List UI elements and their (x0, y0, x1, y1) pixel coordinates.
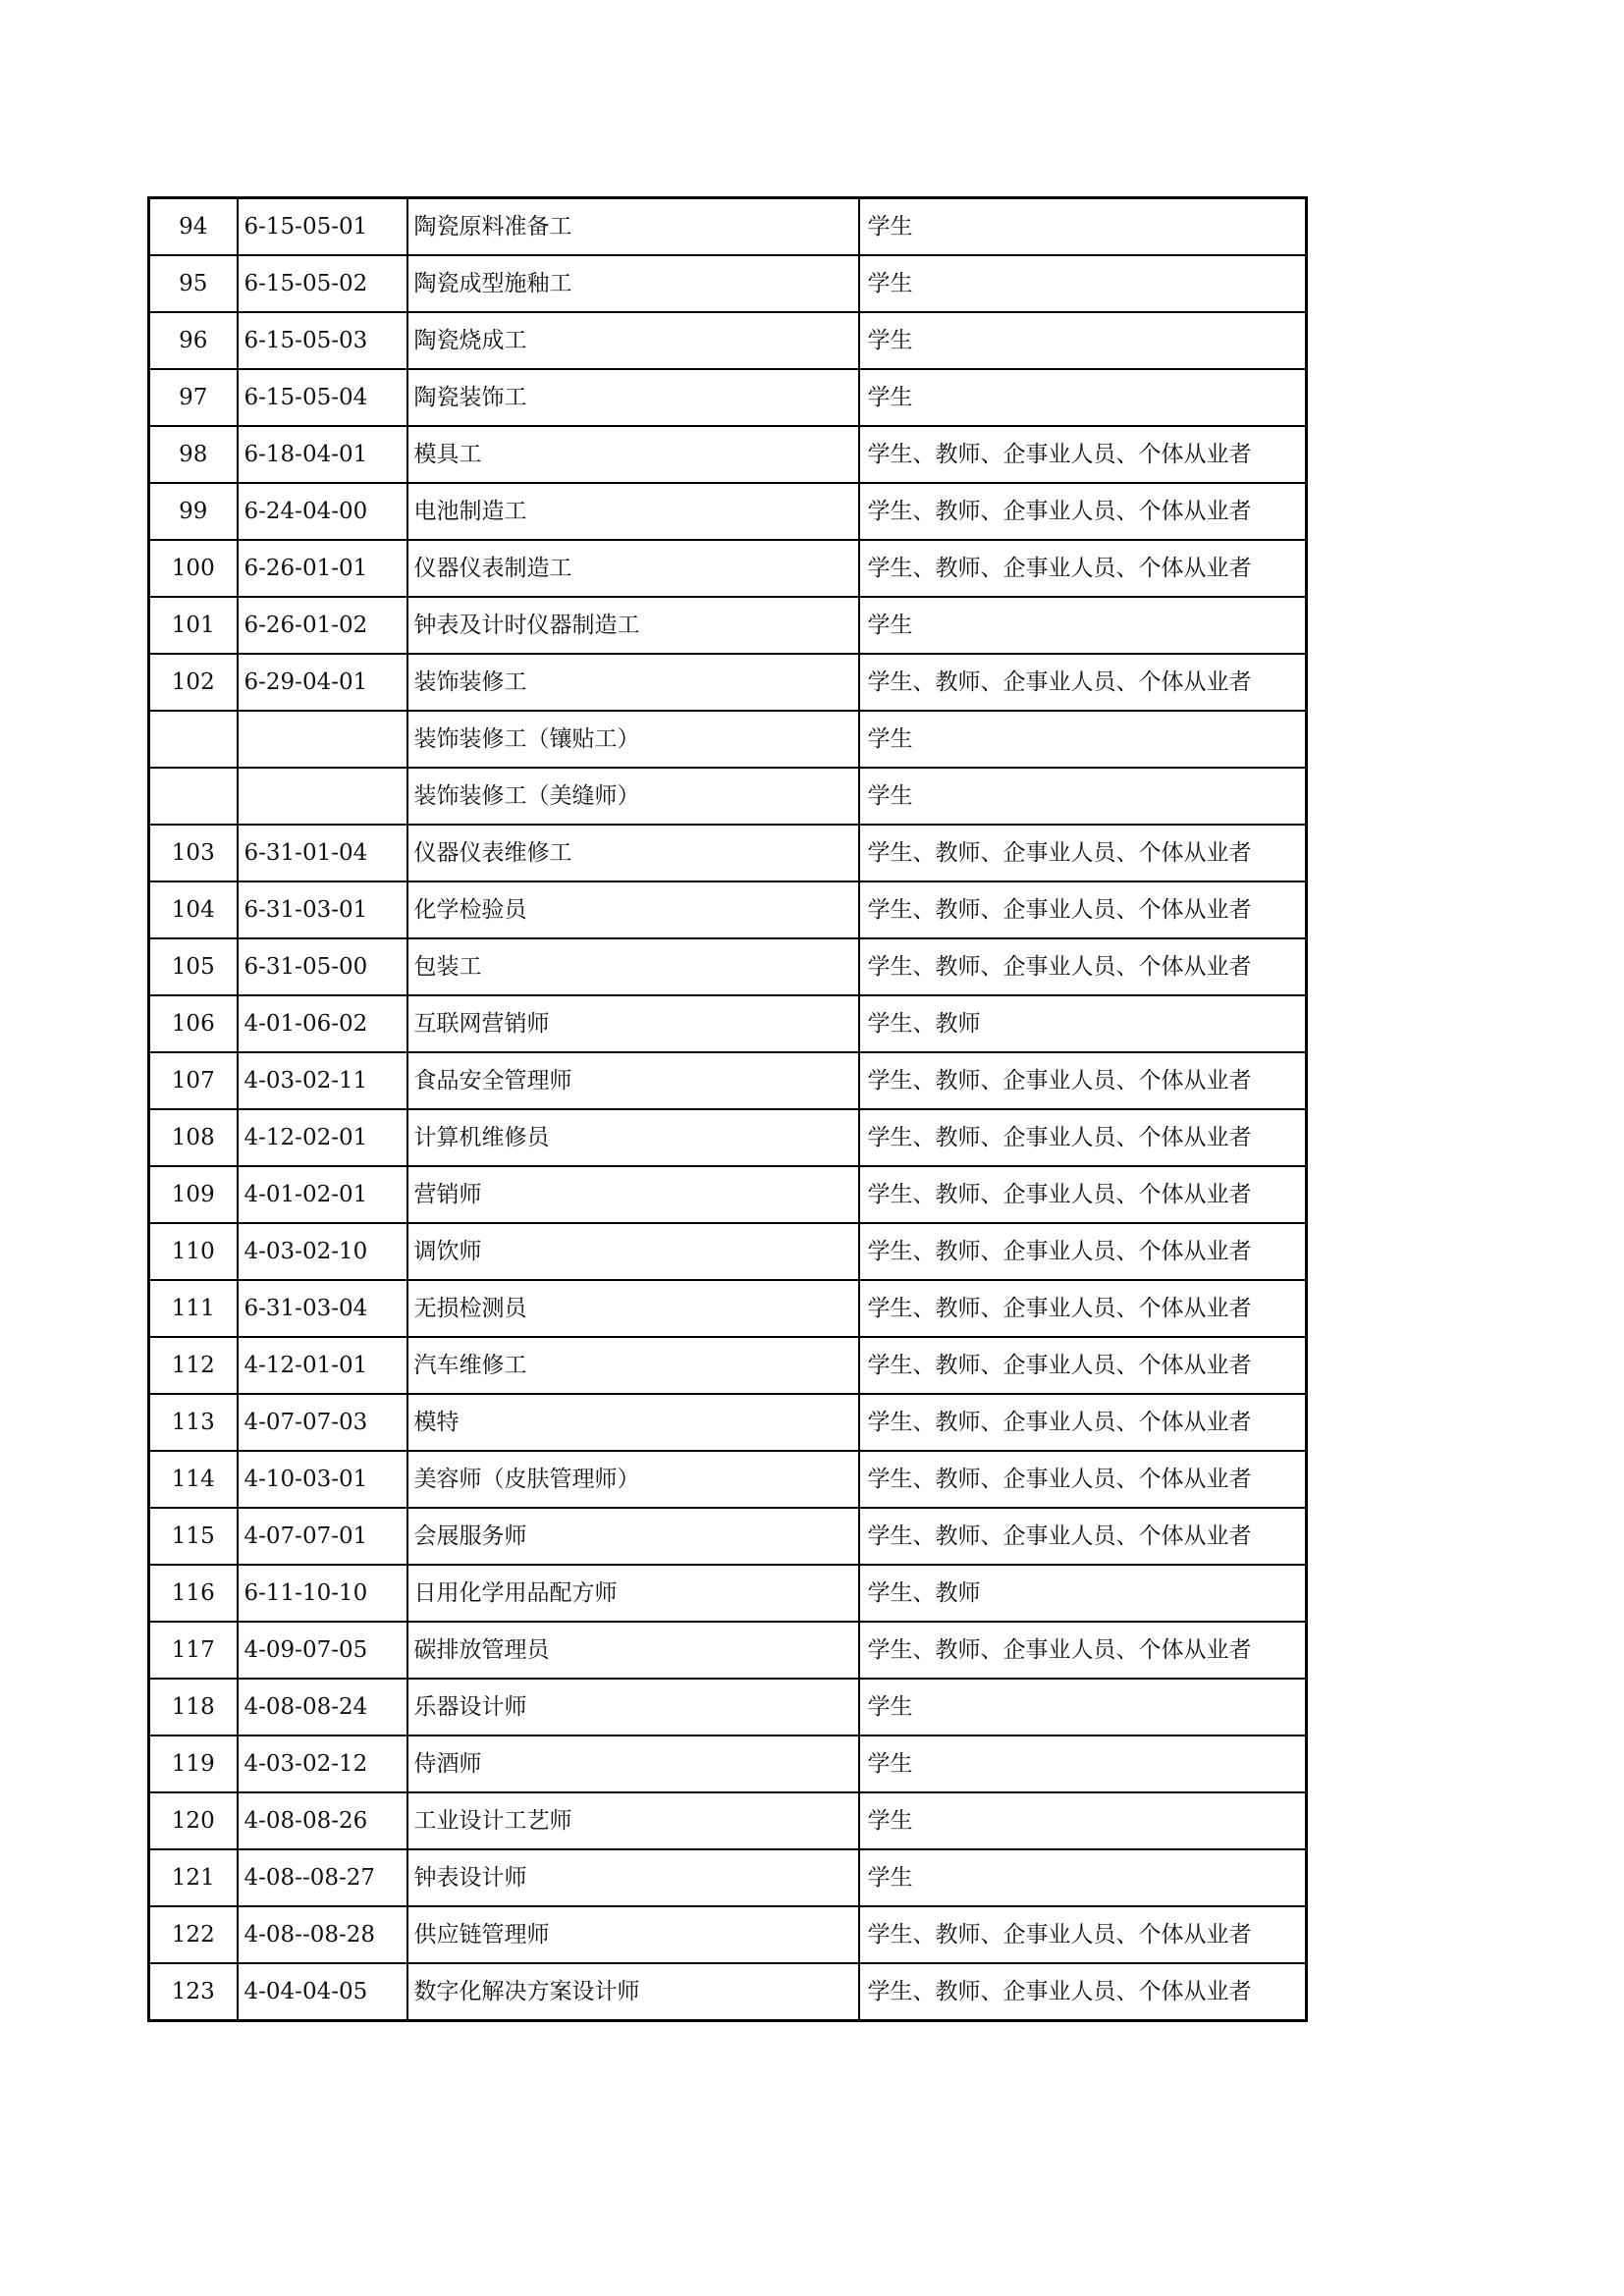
cell-number: 98 (149, 426, 238, 483)
cell-occupation-code: 6-31-01-04 (238, 825, 407, 881)
cell-occupation-code: 6-31-05-00 (238, 938, 407, 995)
cell-occupation-name: 计算机维修员 (407, 1109, 859, 1166)
cell-occupation-code: 6-15-05-03 (238, 312, 407, 369)
table-row (149, 1223, 1307, 1280)
cell-occupation-name: 碳排放管理员 (407, 1622, 859, 1679)
table-row (149, 369, 1307, 426)
cell-occupation-code (238, 768, 407, 825)
cell-occupation-name: 模特 (407, 1394, 859, 1451)
cell-occupation-name: 装饰装修工（美缝师） (407, 768, 859, 825)
cell-occupation-code: 6-15-05-01 (238, 198, 407, 256)
cell-applicable-group: 学生、教师、企事业人员、个体从业者 (859, 1280, 1307, 1337)
cell-occupation-code: 4-08-08-24 (238, 1679, 407, 1735)
cell-number: 100 (149, 540, 238, 597)
cell-occupation-name: 装饰装修工 (407, 654, 859, 711)
table-row (149, 1792, 1307, 1849)
table-row (149, 1679, 1307, 1735)
table-row (149, 1622, 1307, 1679)
cell-occupation-name: 互联网营销师 (407, 995, 859, 1052)
cell-applicable-group: 学生、教师、企事业人员、个体从业者 (859, 1451, 1307, 1508)
cell-number: 116 (149, 1565, 238, 1622)
table-row (149, 938, 1307, 995)
cell-occupation-name: 包装工 (407, 938, 859, 995)
cell-applicable-group: 学生 (859, 768, 1307, 825)
table-row (149, 995, 1307, 1052)
cell-applicable-group: 学生、教师、企事业人员、个体从业者 (859, 654, 1307, 711)
occupation-table-body (149, 198, 1307, 2021)
cell-occupation-code: 4-12-02-01 (238, 1109, 407, 1166)
cell-occupation-code: 6-18-04-01 (238, 426, 407, 483)
table-row (149, 1280, 1307, 1337)
cell-number: 122 (149, 1906, 238, 1963)
cell-occupation-code: 4-01-02-01 (238, 1166, 407, 1223)
cell-applicable-group: 学生、教师、企事业人员、个体从业者 (859, 1622, 1307, 1679)
cell-applicable-group: 学生 (859, 1735, 1307, 1792)
table-row (149, 1735, 1307, 1792)
cell-occupation-name: 美容师（皮肤管理师） (407, 1451, 859, 1508)
cell-number: 109 (149, 1166, 238, 1223)
table-row (149, 881, 1307, 938)
cell-applicable-group: 学生、教师、企事业人员、个体从业者 (859, 483, 1307, 540)
cell-applicable-group: 学生、教师、企事业人员、个体从业者 (859, 1963, 1307, 2021)
cell-occupation-code: 4-08-08-26 (238, 1792, 407, 1849)
cell-number: 121 (149, 1849, 238, 1906)
cell-applicable-group: 学生 (859, 1849, 1307, 1906)
cell-number: 106 (149, 995, 238, 1052)
table-row (149, 1906, 1307, 1963)
cell-number: 119 (149, 1735, 238, 1792)
cell-occupation-name: 工业设计工艺师 (407, 1792, 859, 1849)
cell-number: 120 (149, 1792, 238, 1849)
cell-applicable-group: 学生 (859, 1679, 1307, 1735)
cell-number: 97 (149, 369, 238, 426)
cell-applicable-group: 学生 (859, 312, 1307, 369)
table-row (149, 1565, 1307, 1622)
cell-number: 95 (149, 255, 238, 312)
cell-occupation-name: 侍酒师 (407, 1735, 859, 1792)
cell-applicable-group: 学生、教师、企事业人员、个体从业者 (859, 1508, 1307, 1565)
table-row (149, 255, 1307, 312)
cell-applicable-group: 学生、教师、企事业人员、个体从业者 (859, 881, 1307, 938)
table-row (149, 1109, 1307, 1166)
table-row (149, 1394, 1307, 1451)
cell-occupation-code: 4-08--08-27 (238, 1849, 407, 1906)
cell-number: 113 (149, 1394, 238, 1451)
cell-occupation-code: 4-03-02-12 (238, 1735, 407, 1792)
table-row (149, 312, 1307, 369)
cell-occupation-name: 供应链管理师 (407, 1906, 859, 1963)
cell-occupation-code: 4-07-07-01 (238, 1508, 407, 1565)
cell-occupation-name: 陶瓷原料准备工 (407, 198, 859, 256)
cell-number: 102 (149, 654, 238, 711)
cell-occupation-name: 钟表设计师 (407, 1849, 859, 1906)
table-row (149, 426, 1307, 483)
table-row (149, 198, 1307, 256)
cell-number: 99 (149, 483, 238, 540)
cell-occupation-name: 模具工 (407, 426, 859, 483)
cell-occupation-code: 4-08--08-28 (238, 1906, 407, 1963)
cell-occupation-name: 电池制造工 (407, 483, 859, 540)
cell-applicable-group: 学生、教师、企事业人员、个体从业者 (859, 1337, 1307, 1394)
cell-number: 115 (149, 1508, 238, 1565)
cell-occupation-name: 无损检测员 (407, 1280, 859, 1337)
cell-occupation-code: 4-03-02-10 (238, 1223, 407, 1280)
cell-occupation-name: 营销师 (407, 1166, 859, 1223)
cell-occupation-name: 数字化解决方案设计师 (407, 1963, 859, 2021)
cell-occupation-code: 6-15-05-04 (238, 369, 407, 426)
cell-occupation-code (238, 711, 407, 768)
cell-number (149, 768, 238, 825)
cell-occupation-code: 6-29-04-01 (238, 654, 407, 711)
cell-occupation-name: 钟表及计时仪器制造工 (407, 597, 859, 654)
cell-applicable-group: 学生、教师、企事业人员、个体从业者 (859, 1166, 1307, 1223)
cell-number: 94 (149, 198, 238, 256)
cell-occupation-name: 仪器仪表制造工 (407, 540, 859, 597)
cell-applicable-group: 学生、教师、企事业人员、个体从业者 (859, 1394, 1307, 1451)
cell-occupation-name: 陶瓷成型施釉工 (407, 255, 859, 312)
cell-occupation-code: 4-01-06-02 (238, 995, 407, 1052)
cell-applicable-group: 学生、教师、企事业人员、个体从业者 (859, 825, 1307, 881)
cell-applicable-group: 学生、教师、企事业人员、个体从业者 (859, 1223, 1307, 1280)
table-row (149, 597, 1307, 654)
table-row (149, 1508, 1307, 1565)
cell-number: 117 (149, 1622, 238, 1679)
table-row (149, 768, 1307, 825)
table-row (149, 483, 1307, 540)
cell-occupation-code: 4-10-03-01 (238, 1451, 407, 1508)
cell-number: 114 (149, 1451, 238, 1508)
cell-applicable-group: 学生 (859, 369, 1307, 426)
occupation-table (147, 196, 1308, 2022)
table-row (149, 654, 1307, 711)
cell-number: 118 (149, 1679, 238, 1735)
cell-occupation-name: 化学检验员 (407, 881, 859, 938)
cell-occupation-name: 调饮师 (407, 1223, 859, 1280)
cell-applicable-group: 学生、教师、企事业人员、个体从业者 (859, 1052, 1307, 1109)
cell-occupation-code: 6-11-10-10 (238, 1565, 407, 1622)
table-row (149, 711, 1307, 768)
cell-applicable-group: 学生、教师、企事业人员、个体从业者 (859, 938, 1307, 995)
cell-occupation-name: 日用化学用品配方师 (407, 1565, 859, 1622)
table-row (149, 1337, 1307, 1394)
table-row (149, 1849, 1307, 1906)
cell-occupation-code: 4-04-04-05 (238, 1963, 407, 2021)
cell-applicable-group: 学生 (859, 1792, 1307, 1849)
cell-occupation-name: 乐器设计师 (407, 1679, 859, 1735)
cell-occupation-name: 仪器仪表维修工 (407, 825, 859, 881)
cell-applicable-group: 学生、教师 (859, 1565, 1307, 1622)
cell-occupation-code: 4-12-01-01 (238, 1337, 407, 1394)
cell-occupation-code: 6-31-03-01 (238, 881, 407, 938)
table-row (149, 1052, 1307, 1109)
table-row (149, 825, 1307, 881)
cell-occupation-code: 6-26-01-01 (238, 540, 407, 597)
cell-occupation-name: 陶瓷装饰工 (407, 369, 859, 426)
cell-occupation-name: 装饰装修工（镶贴工） (407, 711, 859, 768)
cell-occupation-code: 4-09-07-05 (238, 1622, 407, 1679)
cell-occupation-code: 4-07-07-03 (238, 1394, 407, 1451)
cell-occupation-code: 6-24-04-00 (238, 483, 407, 540)
cell-applicable-group: 学生 (859, 711, 1307, 768)
table-row (149, 540, 1307, 597)
cell-occupation-code: 4-03-02-11 (238, 1052, 407, 1109)
cell-number: 112 (149, 1337, 238, 1394)
cell-occupation-code: 6-26-01-02 (238, 597, 407, 654)
cell-applicable-group: 学生、教师、企事业人员、个体从业者 (859, 1906, 1307, 1963)
cell-number: 105 (149, 938, 238, 995)
cell-number: 111 (149, 1280, 238, 1337)
cell-number: 123 (149, 1963, 238, 2021)
cell-applicable-group: 学生、教师、企事业人员、个体从业者 (859, 1109, 1307, 1166)
table-row (149, 1166, 1307, 1223)
cell-applicable-group: 学生 (859, 198, 1307, 256)
cell-applicable-group: 学生 (859, 255, 1307, 312)
cell-number: 107 (149, 1052, 238, 1109)
cell-applicable-group: 学生、教师、企事业人员、个体从业者 (859, 426, 1307, 483)
cell-occupation-name: 汽车维修工 (407, 1337, 859, 1394)
cell-number: 103 (149, 825, 238, 881)
cell-number: 108 (149, 1109, 238, 1166)
cell-number: 101 (149, 597, 238, 654)
cell-occupation-name: 会展服务师 (407, 1508, 859, 1565)
cell-number (149, 711, 238, 768)
cell-number: 96 (149, 312, 238, 369)
cell-applicable-group: 学生 (859, 597, 1307, 654)
cell-number: 110 (149, 1223, 238, 1280)
cell-applicable-group: 学生、教师 (859, 995, 1307, 1052)
cell-occupation-code: 6-15-05-02 (238, 255, 407, 312)
cell-occupation-code: 6-31-03-04 (238, 1280, 407, 1337)
cell-occupation-name: 陶瓷烧成工 (407, 312, 859, 369)
cell-applicable-group: 学生、教师、企事业人员、个体从业者 (859, 540, 1307, 597)
cell-occupation-name: 食品安全管理师 (407, 1052, 859, 1109)
table-row (149, 1451, 1307, 1508)
cell-number: 104 (149, 881, 238, 938)
table-row (149, 1963, 1307, 2021)
